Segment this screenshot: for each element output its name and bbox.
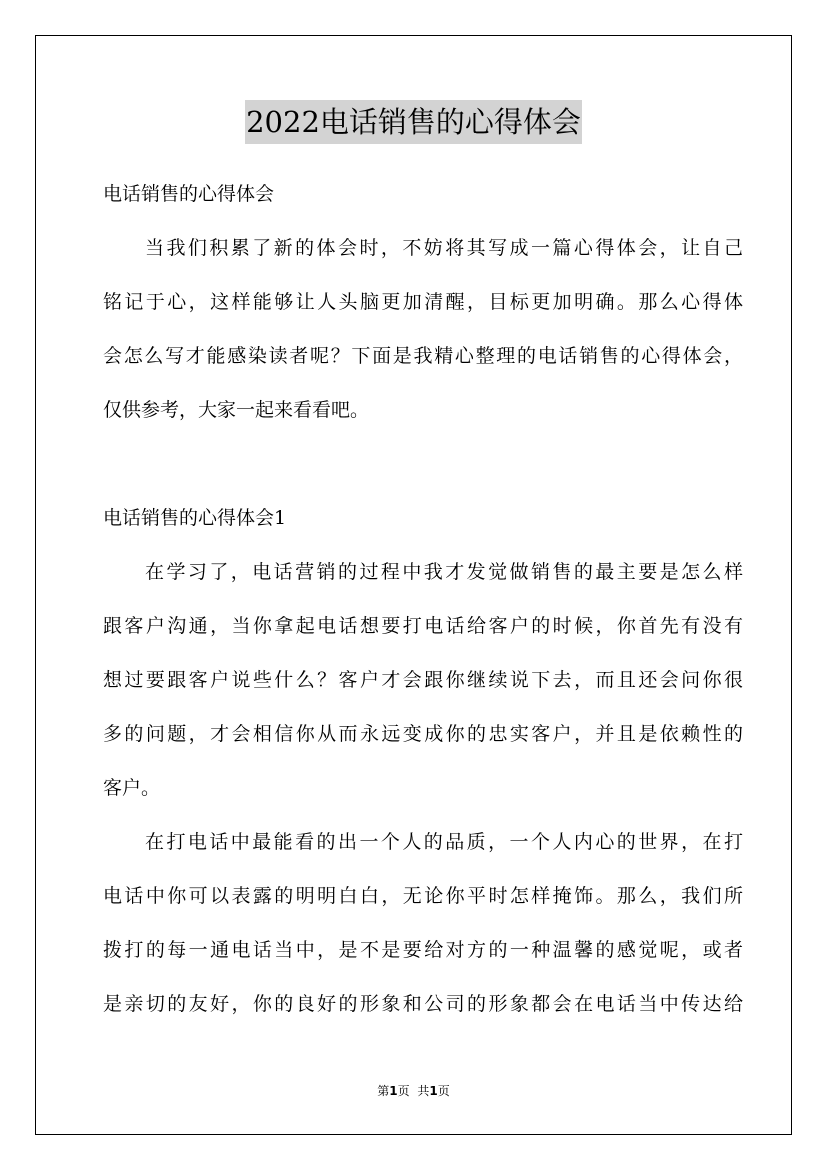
footer-page-suffix: 页 bbox=[397, 1084, 410, 1098]
paragraph-line: 在打电话中最能看的出一个人的品质，一个人内心的世界，在打 bbox=[145, 831, 743, 853]
footer-total-label: 共 bbox=[417, 1084, 430, 1098]
document-subtitle: 电话销售的心得体会 bbox=[103, 183, 275, 205]
paragraph-line: 铭记于心，这样能够让人头脑更加清醒，目标更加明确。那么心得体 bbox=[103, 291, 743, 313]
paragraph-line: 在学习了，电话营销的过程中我才发觉做销售的最主要是怎么样 bbox=[145, 561, 743, 583]
footer-total-number: 1 bbox=[429, 1084, 438, 1098]
paragraph-line: 会怎么写才能感染读者呢？下面是我精心整理的电话销售的心得体会， bbox=[103, 345, 743, 367]
page-footer bbox=[0, 1083, 827, 1099]
paragraph-line: 跟客户沟通，当你拿起电话想要打电话给客户的时候，你首先有没有 bbox=[103, 615, 743, 637]
footer-page-number: 1 bbox=[389, 1084, 398, 1098]
paragraph-line: 仅供参考，大家一起来看看吧。 bbox=[103, 399, 370, 421]
paragraph-line: 电话中你可以表露的明明白白，无论你平时怎样掩饰。那么，我们所 bbox=[103, 885, 743, 907]
paragraph-line: 想过要跟客户说些什么？客户才会跟你继续说下去，而且还会问你很 bbox=[103, 669, 743, 691]
footer-total-suffix: 页 bbox=[437, 1084, 450, 1098]
title-container bbox=[0, 100, 827, 144]
section-heading: 电话销售的心得体会1 bbox=[103, 507, 287, 529]
paragraph-line: 拨打的每一通电话当中，是不是要给对方的一种温馨的感觉呢，或者 bbox=[103, 939, 743, 961]
footer-page-label: 第 bbox=[377, 1084, 390, 1098]
paragraph-line: 当我们积累了新的体会时，不妨将其写成一篇心得体会，让自己 bbox=[145, 237, 743, 259]
document-title: 2022电话销售的心得体会 bbox=[245, 100, 582, 144]
paragraph-line: 是亲切的友好，你的良好的形象和公司的形象都会在电话当中传达给 bbox=[103, 993, 743, 1015]
paragraph-line: 多的问题，才会相信你从而永远变成你的忠实客户，并且是依赖性的 bbox=[103, 723, 743, 745]
paragraph-line: 客户。 bbox=[103, 777, 161, 799]
